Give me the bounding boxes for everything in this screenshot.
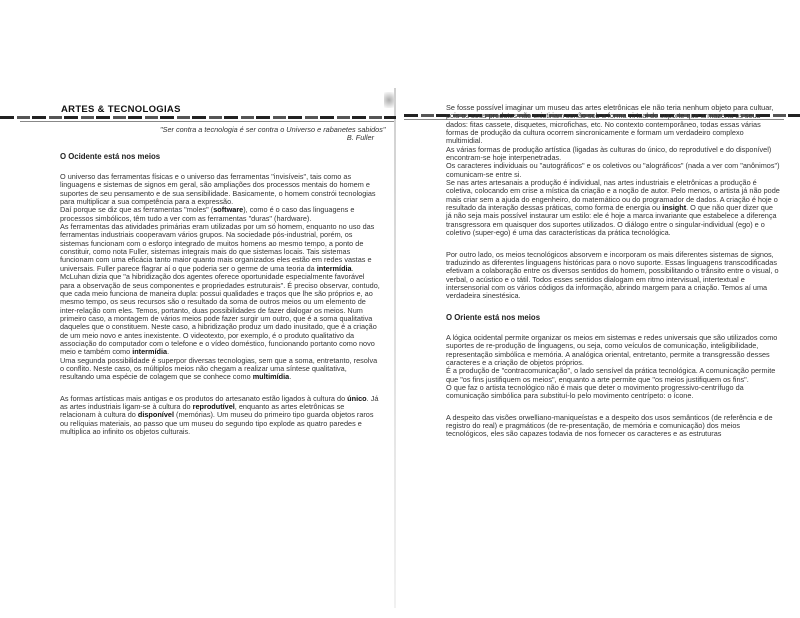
left-paragraph-2: As formas artísticas mais antigas e os produtos do artesanato estão ligados à cultura do único. Já as artes industriais ligam-se à cultura do reprodutível, enquanto as artes eletrônicas se relacionam à cultura do disponível (memórias). Um museu do primeiro tipo guarda objetos raros ou relíquias materiais, ao passo que um museu do segundo tipo explode as quatro paredes e multiplica ao infinito os objetos culturais. xyxy=(60,393,379,436)
right-paragraph-3: A lógica ocidental permite organizar os meios em sistemas e redes universais que são utilizados como suportes de re-produção de linguagens, ou seja, como veículos de comunicação, inteligibilidade, representação simbólica e memória. A analógica oriental, entretanto, permite a transgressão desses caracteres e a criação de objetos próprios. É a produção de "contracomunicação", o lado sensível da prática tecnológica. A comunicação permite que "os fins justifiquem os meios", enquanto a arte permite que "os meios justifiquem os fins". O que faz o artista tecnológico não é mais que deter o movimento progressivo-centrífugo da comunicação simbólica para substituí-lo pelo movimento centrípeto: o ícone. xyxy=(446,332,778,401)
epigraph: "Ser contra a tecnologia é ser contra o Universo e rabanetes sabidos" xyxy=(160,125,386,134)
header-rule-left xyxy=(0,116,396,119)
subhead-oriente: O Oriente está nos meios xyxy=(446,312,541,322)
right-page xyxy=(446,104,780,452)
left-paragraph-1: O universo das ferramentas físicas e o universo das ferramentas "invisíveis", tais como as linguagens e sistemas de signos em geral, são ampliações dos processos mentais do homem e suportes de seu pensamento e de sua sensibilidade. Basicamente, o homem constrói tecnologias para multiplicar a sua competência para a expressão. Daí porque se diz que as ferramentas "moles" (software), como é o caso das linguagens e processos simbólicos, têm tudo a ver com as ferramentas "duras" (hardware). As ferramentas das atividades primárias eram utilizadas por um só homem, enquanto no uso das ferramentas industriais cooperavam vários grupos. Na sociedade pós-industrial, porém, os sistemas funcionam com o esforço integrado de muitos homens ao mesmo tempo, a ponto de constituir, como nota Fuller, sistemas integrais mais do que sistemas locais. Tais sistemas funcionam com uma eficácia tanto maior quanto mais organizados eles estão em redes vastas e universais. Fuller parece flagrar aí o que poderia ser o germe de uma teoria da intermídia. McLuhan dizia que "a hibridização dos agentes oferece oportunidade especialmente favorável para a observação de seus componentes e propriedades estruturais". É preciso observar, contudo, que cada meio funciona de maneira dupla: possui qualidades e traços que lhe são próprios e, ao mesmo tempo, os seus recursos são o resultado da soma de outros meios ou um elemento de inter-relação com eles. Temos, portanto, duas possibilidades de fazer dialogar os meios. Num primeiro caso, a montagem de vários meios pode fazer surgir um outro, que é a soma qualitativa daqueles que o constituem. Neste caso, a hibridização produz um dado inusitado, que é a criação de um meio novo e antes inexistente. O videotexto, por exemplo, é o produto qualitativo da associação do computador com o telefone e o vídeo doméstico, funcionando portanto como novo meio e também como intermídia. Uma segunda possibilidade é superpor diversas tecnologias, sem que a soma, entretanto, resolva o conflito. Neste caso, os múltiplos meios não chegam a realizar uma síntese qualitativa, resultando uma espécie de colagem que se conhece como multimídia. xyxy=(60,172,380,382)
subhead-ocidente: O Ocidente está nos meios xyxy=(60,151,161,161)
page-fold xyxy=(394,88,396,608)
epigraph-author: B. Fuller xyxy=(346,133,374,143)
right-paragraph-2: Por outro lado, os meios tecnológicos absorvem e incorporam os mais diferentes sistemas de signos, traduzindo as diferentes linguagens históricas para o novo suporte. Essas linguagens transcodificadas efetivam a colaboração entre os diversos sentidos do homem, possibilitando o trânsito entre o visual, o verbal, o acústico e o tátil. Todos esses sentidos dialogam em ritmo intervisual, intertextual e intersensorial com os vários códigos da informação, abrindo margem para a criação. Temos aí uma verdadeira sinestésica. xyxy=(446,249,779,301)
header-rule-thin-left xyxy=(20,121,394,122)
left-page xyxy=(60,125,386,449)
section-title: ARTES & TECNOLOGIAS xyxy=(58,104,184,115)
right-paragraph-4: A despeito das visões orwelliano-maniqueístas e a despeito dos usos semânticos (de referência e de registro do real) e pragmáticos (de re-presentação, de memória e comunicação) dos meios tecnológicos, eles são capazes todavia de nos fornecer os caracteres e as estruturas xyxy=(446,412,773,439)
right-paragraph-1: Se fosse possível imaginar um museu das artes eletrônicas ele não teria nenhum objeto para cultuar, pois os seus produtos não existiriam senão sob a forma virtual do suporte que armazena os seus dados: fitas cassete, disquetes, microfichas, etc. No contexto contemporâneo, todas essas várias formas de produção da cultura ocorrem sincronicamente e formam um verdadeiro complexo multimidial. As várias formas de produção artística (ligadas às culturas do único, do reprodutível e do disponível) encontram-se hoje interpenetradas. Os caracteres individuais ou "autográficos" e os coletivos ou "alográficos" (nada a ver com "anônimos") comunicam-se entre si. Se nas artes artesanais a produção é individual, nas artes industriais e eletrônicas a produção é coletiva, colocando em crise a mística da criação e a noção de autor. Pelo menos, o artista já não pode mais criar sem a ajuda do engenheiro, do matemático ou do programador de dados. A criação é hoje o resultado da interação dessas práticas, como forma de energia ou insight. O que não quer dizer que já não seja mais possível instaurar um estilo: ele é hoje a marca invariante que estabelece a diferença transgressora em quaisquer dos suportes utilizados. O diálogo entre o singular-individual (ego) e o coletivo (super-ego) é uma das características da prática tecnológica. xyxy=(446,103,780,238)
print-smudge xyxy=(384,92,394,108)
